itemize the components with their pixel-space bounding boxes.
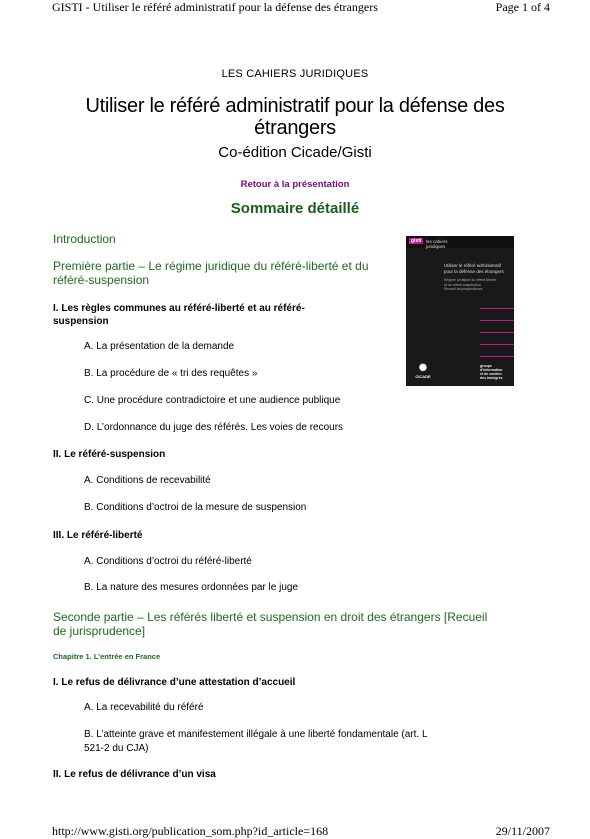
cover-group-line3: et de soutien bbox=[480, 372, 502, 376]
cover-series-line2: juridiques bbox=[426, 244, 446, 249]
toc-section-1-line1: I. Les règles communes au référé-liberté et au référé- bbox=[53, 303, 305, 314]
cicade-star-icon: ✺ bbox=[418, 363, 428, 374]
toc-link-c1-section-2[interactable]: II. Le refus de délivrance d’un visa bbox=[53, 769, 216, 780]
page-title-line1: Utiliser le référé administratif pour la défense des bbox=[85, 95, 505, 117]
toc-part2-line1: Seconde partie – Les référés liberté et suspension en droit des étrangers [Recueil bbox=[53, 610, 488, 624]
cover-info-line1: Régime juridique du référé-liberté bbox=[444, 278, 496, 282]
cover-info bbox=[444, 278, 510, 292]
toc-link-s1-b[interactable]: B. La procédure de « tri des requêtes » bbox=[84, 368, 258, 379]
cover-gisti-badge: gisti bbox=[411, 238, 422, 244]
cover-title bbox=[444, 263, 510, 274]
toc-link-chapter-1[interactable]: Chapitre 1. L’entrée en France bbox=[53, 652, 161, 661]
print-header-title: GISTI - Utiliser le référé administratif pour la défense des étrangers bbox=[52, 0, 378, 14]
cover-title-line2: pour la défense des étrangers bbox=[444, 268, 504, 274]
toc-part1-line2: référé-suspension bbox=[53, 273, 150, 287]
toc-link-part1[interactable] bbox=[53, 259, 369, 287]
toc-c1-s1-b-line2: 521-2 du CJA) bbox=[84, 743, 149, 754]
cover-group-line1: groupe bbox=[480, 364, 492, 368]
book-cover-image bbox=[406, 236, 514, 386]
toc-c1-s1-b-line1: B. L’atteinte grave et manifestement illégale à une liberté fondamentale (art. L bbox=[84, 729, 428, 740]
toc-link-part2[interactable] bbox=[53, 610, 487, 638]
cover-rule bbox=[480, 344, 514, 345]
toc-link-s1-d[interactable]: D. L’ordonnance du juge des référés. Les voies de recours bbox=[84, 422, 344, 433]
page-subtitle: Co-édition Cicade/Gisti bbox=[218, 144, 372, 161]
print-header-page: Page 1 of 4 bbox=[495, 0, 550, 14]
toc-link-s1-a[interactable]: A. La présentation de la demande bbox=[84, 341, 235, 352]
cover-series bbox=[426, 239, 448, 249]
back-link-container bbox=[0, 174, 590, 192]
cicade-logo bbox=[412, 364, 434, 380]
toc-section-1-line2: suspension bbox=[53, 316, 109, 327]
cover-rule bbox=[480, 356, 514, 357]
toc-link-s2-b[interactable]: B. Conditions d’octroi de la mesure de suspension bbox=[84, 502, 307, 513]
print-footer-url: http://www.gisti.org/publication_som.php?id_article=168 bbox=[52, 824, 329, 838]
cover-info-line3: Recueil de jurisprudence bbox=[444, 287, 483, 291]
toc-part2-line2: de jurisprudence] bbox=[53, 624, 146, 638]
toc-link-section-1[interactable] bbox=[53, 302, 305, 328]
toc-part1-line1: Première partie – Le régime juridique du référé-liberté et du bbox=[53, 259, 369, 273]
cover-group-line4: des immigrés bbox=[480, 376, 503, 380]
cicade-logo-text: CICADE bbox=[415, 374, 431, 379]
collection-name: LES CAHIERS JURIDIQUES bbox=[221, 68, 369, 80]
page-title-line2: étrangers bbox=[254, 117, 336, 139]
toc-link-c1-section-1[interactable]: I. Le refus de délivrance d’une attestation d’accueil bbox=[53, 677, 296, 688]
toc-link-s3-b[interactable]: B. La nature des mesures ordonnées par le juge bbox=[84, 582, 299, 593]
toc-link-c1-s1-a[interactable]: A. La recevabilité du référé bbox=[84, 702, 204, 713]
back-to-presentation-link[interactable]: Retour à la présentation bbox=[240, 179, 350, 190]
cover-info-line2: et du référé-suspension bbox=[444, 282, 481, 287]
cover-group-text bbox=[480, 364, 512, 380]
toc-link-section-2[interactable]: II. Le référé-suspension bbox=[53, 449, 166, 460]
page-title bbox=[0, 95, 590, 139]
toc-link-s1-c[interactable]: C. Une procédure contradictoire et une audience publique bbox=[84, 395, 341, 406]
cover-series-line1: les cahiers bbox=[426, 239, 448, 244]
toc-link-section-3[interactable]: III. Le référé-liberté bbox=[53, 530, 143, 541]
toc-link-c1-s1-b[interactable] bbox=[84, 728, 428, 756]
cover-rule bbox=[480, 332, 514, 333]
cover-rule bbox=[480, 308, 514, 309]
print-footer-date: 29/11/2007 bbox=[495, 824, 550, 838]
toc-link-s2-a[interactable]: A. Conditions de recevabilité bbox=[84, 475, 211, 486]
toc-link-introduction[interactable]: Introduction bbox=[53, 232, 116, 246]
toc-link-s3-a[interactable]: A. Conditions d’octroi du référé-liberté bbox=[84, 556, 252, 567]
cover-rule bbox=[480, 320, 514, 321]
cover-group-line2: d’information bbox=[480, 368, 503, 372]
cover-title-line1: Utiliser le référé administratif bbox=[444, 263, 502, 268]
summary-heading: Sommaire détaillé bbox=[230, 200, 360, 217]
